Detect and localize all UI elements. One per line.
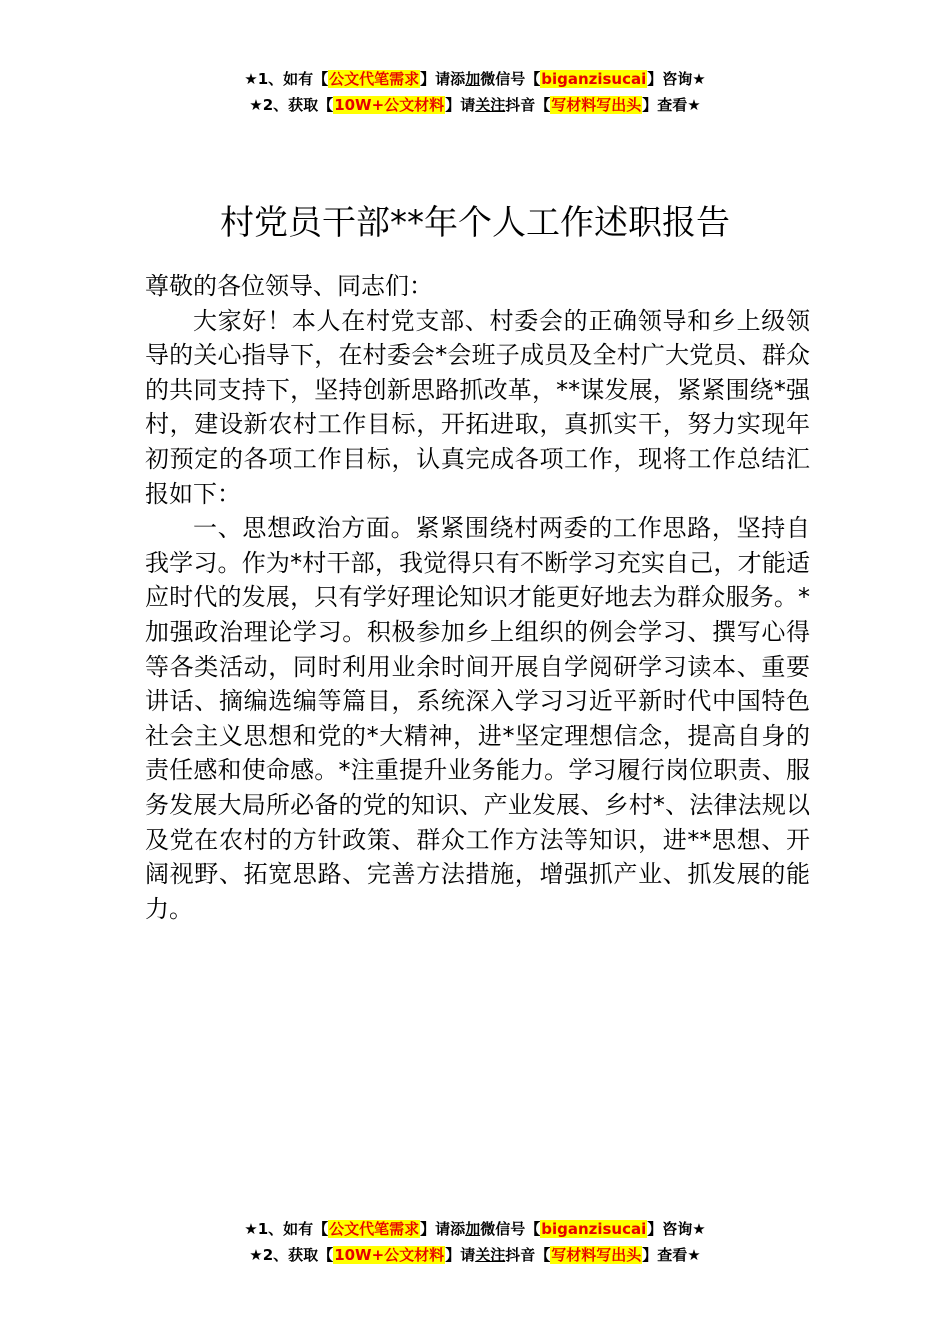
highlight-douyin-account: 写材料写出头: [551, 96, 642, 114]
highlight-service: 公文代笔需求: [329, 70, 420, 88]
paragraph-ideology: 一、思想政治方面。紧紧围绕村两委的工作思路，坚持自我学习。作为*村干部，我觉得只有不断学习充实自己，才能适应时代的发展，只有学好理论知识才能更好地去为群众服务。*加强政治理论学习。积极参加乡上组织的例会学习、撰写心得等各类活动，同时利用业余时间开展自学阅研学习读本、重要讲话、摘编选编等篇目，系统深入学习习近平新时代中国特色社会主义思想和党的*大精神，进*坚定理想信念，提高自身的责任感和使命感。*注重提升业务能力。学习履行岗位职责、服务发展大局所必备的党的知识、产业发展、乡村*、法律法规以及党在农村的方针政策、群众工作方法等知识，进**思想、开阔视野、拓宽思路、完善方法措施，增强抓产业、抓发展的能力。: [145, 514, 810, 923]
salutation: 尊敬的各位领导、同志们：: [145, 272, 433, 300]
highlight-service: 公文代笔需求: [329, 1220, 420, 1238]
highlight-materials: 10W+公文材料: [334, 96, 445, 114]
header-banner: [0, 66, 950, 118]
highlight-douyin-account: 写材料写出头: [551, 1246, 642, 1264]
document-body: [145, 269, 810, 926]
banner-line-1: ★1、如有【公文代笔需求】请添加微信号【biganzisucai】咨询★: [244, 70, 706, 88]
highlight-wechat-id: biganzisucai: [541, 70, 647, 88]
document-title: 村党员干部**年个人工作述职报告: [220, 202, 730, 243]
paragraph-intro: 大家好！本人在村党支部、村委会的正确领导和乡上级领导的关心指导下，在村委会*会班子成员及全村广大党员、群众的共同支持下，坚持创新思路抓改革，**谋发展，紧紧围绕*强村，建设新农村工作目标，开拓进取，真抓实干，努力实现年初预定的各项工作目标，认真完成各项工作，现将工作总结汇报如下：: [145, 306, 810, 508]
banner-line-2: ★2、获取【10W+公文材料】请关注抖音【写材料写出头】查看★: [249, 96, 701, 114]
highlight-materials: 10W+公文材料: [334, 1246, 445, 1264]
footer-banner: [0, 1216, 950, 1268]
banner-line-2: ★2、获取【10W+公文材料】请关注抖音【写材料写出头】查看★: [249, 1246, 701, 1264]
banner-line-1: ★1、如有【公文代笔需求】请添加微信号【biganzisucai】咨询★: [244, 1220, 706, 1238]
highlight-wechat-id: biganzisucai: [541, 1220, 647, 1238]
